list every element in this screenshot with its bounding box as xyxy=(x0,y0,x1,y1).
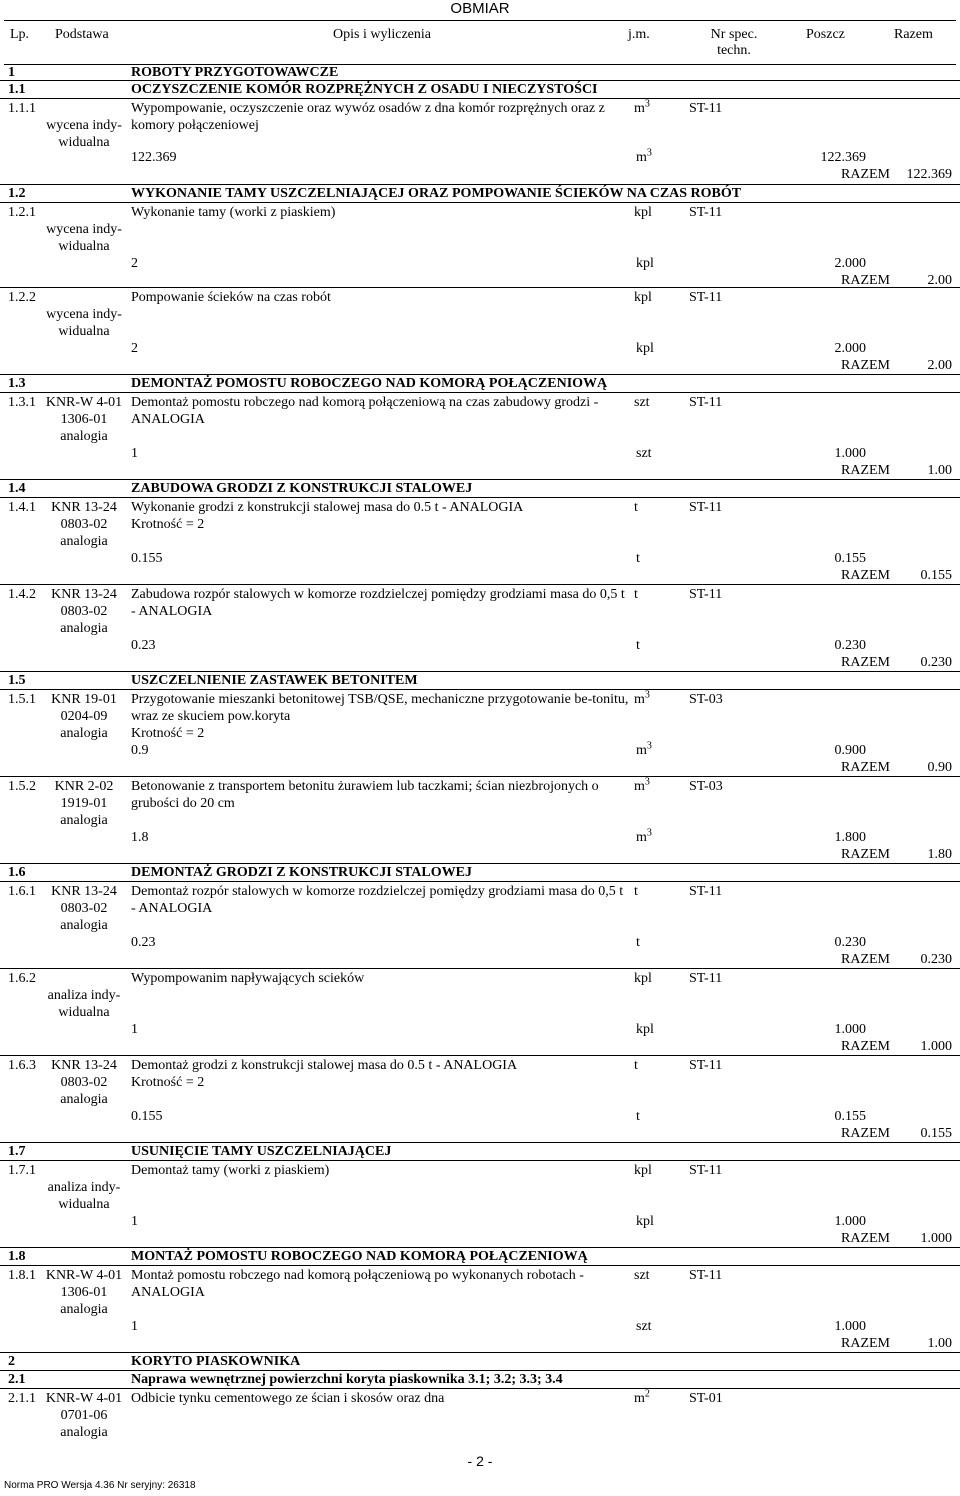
section-lp: 1.1 xyxy=(8,82,26,97)
item-spec: ST-11 xyxy=(689,290,723,305)
item-opis: Przygotowanie mieszanki betonitowej TSB/QSE, mechaniczne przygotowanie be-tonitu, wraz ze skuciem pow.koryta xyxy=(131,692,629,724)
item-qty-total: 2.000 xyxy=(834,256,866,271)
table-header xyxy=(4,20,956,65)
section-title: ZABUDOWA GRODZI Z KONSTRUKCJI STALOWEJ xyxy=(131,481,473,496)
header-nr-spec xyxy=(694,27,774,59)
item-lp: 1.5.1 xyxy=(8,692,36,707)
item-spec: ST-11 xyxy=(689,1268,723,1283)
unit: m xyxy=(634,779,645,794)
header-lp: Lp. xyxy=(10,27,30,42)
item-razem-label: RAZEM xyxy=(841,167,890,182)
item-podstawa: KNR 13-24 0803-02 analogia xyxy=(51,587,117,636)
item-spec: ST-11 xyxy=(689,1058,723,1073)
section-lp: 1.6 xyxy=(8,865,26,880)
section-row xyxy=(0,375,960,393)
item-qty-expr: 1 xyxy=(131,1214,138,1229)
section-title: DEMONTAŻ POMOSTU ROBOCZEGO NAD KOMORĄ POŁĄCZENIOWĄ xyxy=(131,376,608,391)
item-qty-expr: 2 xyxy=(131,341,138,356)
item-spec: ST-11 xyxy=(689,587,723,602)
item-lp: 1.6.2 xyxy=(8,971,36,986)
item-row xyxy=(0,882,960,969)
item-qty-total: 0.230 xyxy=(834,935,866,950)
item-razem-label: RAZEM xyxy=(841,760,890,775)
item-lp: 1.7.1 xyxy=(8,1163,36,1178)
section-title: OCZYSZCZENIE KOMÓR ROZPRĘŻNYCH Z OSADU I NIECZYSTOŚCI xyxy=(131,82,598,97)
item-opis: Odbicie tynku cementowego ze ścian i skosów oraz dna xyxy=(131,1391,445,1406)
item-opis-multiplier: Krotność = 2 xyxy=(131,517,205,532)
item-jm: t xyxy=(634,884,638,899)
item-qty-unit: kpl xyxy=(636,1022,654,1037)
section-lp: 2.1 xyxy=(8,1372,26,1387)
item-qty-total: 0.155 xyxy=(834,551,866,566)
item-razem-label: RAZEM xyxy=(841,847,890,862)
item-jm: szt xyxy=(634,1268,650,1283)
item-qty-total: 1.000 xyxy=(834,446,866,461)
item-podstawa: KNR-W 4-01 1306-01 analogia xyxy=(45,395,123,444)
unit: m xyxy=(634,692,645,707)
section-row xyxy=(0,672,960,690)
item-opis: Zabudowa rozpór stalowych w komorze rozdzielczej pomiędzy grodziami masa do 0,5 t - ANALOGIA xyxy=(131,587,625,619)
item-razem-value: 0.155 xyxy=(920,1126,952,1141)
item-lp: 2.1.1 xyxy=(8,1391,36,1406)
header-nr-spec-line2: techn. xyxy=(717,43,751,58)
item-jm xyxy=(634,778,650,795)
item-opis: Betonowanie z transportem betonitu żurawiem lub taczkami; ścian niezbrojonych o grubości do 20 cm xyxy=(131,779,599,811)
item-jm xyxy=(634,1390,650,1407)
item-razem-label: RAZEM xyxy=(841,273,890,288)
item-qty-unit: szt xyxy=(636,446,652,461)
page-number: - 2 - xyxy=(467,1453,493,1469)
item-podstawa: analiza indy-widualna xyxy=(47,988,121,1020)
item-qty-unit xyxy=(636,149,652,166)
item-qty-unit xyxy=(636,829,652,846)
item-qty-expr: 1 xyxy=(131,1319,138,1334)
section-lp: 1.8 xyxy=(8,1249,26,1264)
item-opis: Wypompowanim napływających scieków xyxy=(131,971,365,986)
item-podstawa: wycena indy-widualna xyxy=(46,307,122,339)
section-row xyxy=(0,1143,960,1161)
item-qty-unit: t xyxy=(636,551,640,566)
section-lp: 1.5 xyxy=(8,673,26,688)
item-razem-value: 1.000 xyxy=(920,1039,952,1054)
item-lp: 1.1.1 xyxy=(8,101,36,116)
item-opis-multiplier: Krotność = 2 xyxy=(131,726,205,741)
section-row xyxy=(0,864,960,882)
item-razem-label: RAZEM xyxy=(841,568,890,583)
item-jm: kpl xyxy=(634,290,652,305)
item-razem-value: 1.00 xyxy=(927,463,952,478)
item-jm: kpl xyxy=(634,205,652,220)
item-opis: Demontaż grodzi z konstrukcji stalowej masa do 0.5 t - ANALOGIA xyxy=(131,1058,518,1073)
item-row xyxy=(0,1389,960,1445)
section-lp: 1.3 xyxy=(8,376,26,391)
item-qty-unit: t xyxy=(636,1109,640,1124)
item-spec: ST-11 xyxy=(689,205,723,220)
section-row xyxy=(0,185,960,203)
item-podstawa: KNR 19-01 0204-09 analogia xyxy=(51,692,117,741)
item-qty-total: 1.800 xyxy=(834,830,866,845)
item-qty-expr: 1 xyxy=(131,1022,138,1037)
unit: m xyxy=(636,830,647,845)
item-opis: Wykonanie tamy (worki z piaskiem) xyxy=(131,205,336,220)
item-podstawa: KNR-W 4-01 0701-06 analogia xyxy=(45,1391,123,1440)
item-lp: 1.2.2 xyxy=(8,290,36,305)
item-row xyxy=(0,203,960,288)
item-podstawa: wycena indy-widualna xyxy=(46,118,122,150)
item-spec: ST-11 xyxy=(689,971,723,986)
item-podstawa: KNR 13-24 0803-02 analogia xyxy=(51,884,117,933)
unit-exponent: 3 xyxy=(644,689,650,701)
item-qty-total: 0.155 xyxy=(834,1109,866,1124)
item-spec: ST-11 xyxy=(689,101,723,116)
item-qty-expr: 122.369 xyxy=(131,150,177,165)
item-row xyxy=(0,585,960,672)
item-row xyxy=(0,288,960,375)
header-nr-spec-line1: Nr spec. xyxy=(710,27,758,42)
item-razem-label: RAZEM xyxy=(841,655,890,670)
section-title: USUNIĘCIE TAMY USZCZELNIAJĄCEJ xyxy=(131,1144,392,1159)
unit-exponent: 3 xyxy=(646,147,652,159)
item-razem-value: 0.230 xyxy=(920,952,952,967)
item-qty-unit: kpl xyxy=(636,1214,654,1229)
section-lp: 1.7 xyxy=(8,1144,26,1159)
item-razem-label: RAZEM xyxy=(841,1039,890,1054)
item-opis: Wypompowanie, oczyszczenie oraz wywóz osadów z dna komór rozprężnych oraz z komory połączeniowej xyxy=(131,101,605,133)
item-razem-value: 122.369 xyxy=(906,167,952,182)
item-podstawa: KNR 2-02 1919-01 analogia xyxy=(54,779,114,828)
unit-exponent: 3 xyxy=(646,740,652,752)
item-lp: 1.3.1 xyxy=(8,395,36,410)
item-lp: 1.4.1 xyxy=(8,500,36,515)
item-qty-total: 122.369 xyxy=(820,150,866,165)
unit-exponent: 3 xyxy=(644,98,650,110)
item-razem-label: RAZEM xyxy=(841,1336,890,1351)
item-qty-expr: 0.155 xyxy=(131,1109,163,1124)
item-row xyxy=(0,99,960,185)
unit-exponent: 2 xyxy=(644,1388,650,1400)
page-title: OBMIAR xyxy=(450,0,510,17)
item-jm: kpl xyxy=(634,971,652,986)
item-jm: szt xyxy=(634,395,650,410)
header-podstawa: Podstawa xyxy=(55,27,109,42)
item-razem-label: RAZEM xyxy=(841,358,890,373)
item-opis: Demontaż pomostu robczego nad komorą połączeniową na czas zabudowy grodzi - ANALOGIA xyxy=(131,395,599,427)
item-spec: ST-01 xyxy=(689,1391,723,1406)
item-podstawa: wycena indy-widualna xyxy=(46,222,122,254)
item-qty-unit xyxy=(636,742,652,759)
item-spec: ST-11 xyxy=(689,1163,723,1178)
section-lp: 1 xyxy=(8,65,15,80)
header-razem: Razem xyxy=(894,27,933,42)
section-lp: 2 xyxy=(8,1354,15,1369)
item-qty-unit: kpl xyxy=(636,256,654,271)
section-title: KORYTO PIASKOWNIKA xyxy=(131,1354,301,1369)
section-title: ROBOTY PRZYGOTOWAWCZE xyxy=(131,65,339,80)
software-version: Norma PRO Wersja 4.36 Nr seryjny: 26318 xyxy=(4,1480,196,1491)
item-qty-total: 1.000 xyxy=(834,1022,866,1037)
item-qty-total: 1.000 xyxy=(834,1319,866,1334)
item-lp: 1.6.1 xyxy=(8,884,36,899)
item-lp: 1.8.1 xyxy=(8,1268,36,1283)
item-jm: kpl xyxy=(634,1163,652,1178)
item-lp: 1.6.3 xyxy=(8,1058,36,1073)
item-opis: Pompowanie ścieków na czas robót xyxy=(131,290,331,305)
item-jm: t xyxy=(634,500,638,515)
unit-exponent: 3 xyxy=(644,776,650,788)
item-row xyxy=(0,777,960,864)
item-razem-value: 1.80 xyxy=(927,847,952,862)
item-row xyxy=(0,1056,960,1143)
item-spec: ST-03 xyxy=(689,779,723,794)
item-qty-total: 0.900 xyxy=(834,743,866,758)
item-razem-value: 1.000 xyxy=(920,1231,952,1246)
item-opis: Wykonanie grodzi z konstrukcji stalowej masa do 0.5 t - ANALOGIA xyxy=(131,500,524,515)
header-opis: Opis i wyliczenia xyxy=(333,27,431,42)
item-razem-value: 0.90 xyxy=(927,760,952,775)
item-razem-label: RAZEM xyxy=(841,1231,890,1246)
item-row xyxy=(0,1266,960,1353)
item-razem-label: RAZEM xyxy=(841,1126,890,1141)
item-razem-value: 0.230 xyxy=(920,655,952,670)
item-opis: Demontaż tamy (worki z piaskiem) xyxy=(131,1163,330,1178)
item-razem-label: RAZEM xyxy=(841,952,890,967)
item-podstawa: analiza indy-widualna xyxy=(47,1180,121,1212)
item-jm xyxy=(634,100,650,117)
item-qty-unit: t xyxy=(636,935,640,950)
item-row xyxy=(0,393,960,480)
item-opis: Demontaż rozpór stalowych w komorze rozdzielczej pomiędzy grodziami masa do 0,5 t - ANALOGIA xyxy=(131,884,624,916)
item-spec: ST-11 xyxy=(689,500,723,515)
section-lp: 1.2 xyxy=(8,186,26,201)
unit: m xyxy=(634,1391,645,1406)
unit: m xyxy=(636,150,647,165)
item-lp: 1.5.2 xyxy=(8,779,36,794)
section-row xyxy=(0,1248,960,1266)
section-title: DEMONTAŻ GRODZI Z KONSTRUKCJI STALOWEJ xyxy=(131,865,472,880)
item-qty-expr: 0.23 xyxy=(131,935,156,950)
section-lp: 1.4 xyxy=(8,481,26,496)
item-podstawa: KNR-W 4-01 1306-01 analogia xyxy=(45,1268,123,1317)
section-title: Naprawa wewnętrznej powierzchni koryta piaskownika 3.1; 3.2; 3.3; 3.4 xyxy=(131,1372,563,1387)
unit-exponent: 3 xyxy=(646,827,652,839)
section-row xyxy=(0,480,960,498)
item-qty-expr: 0.23 xyxy=(131,638,156,653)
item-opis-multiplier: Krotność = 2 xyxy=(131,1075,205,1090)
item-jm xyxy=(634,691,650,708)
unit: m xyxy=(636,743,647,758)
header-jm: j.m. xyxy=(628,27,650,42)
section-row xyxy=(0,64,960,81)
section-title: WYKONANIE TAMY USZCZELNIAJĄCEJ ORAZ POMPOWANIE ŚCIEKÓW NA CZAS ROBÓT xyxy=(131,186,742,201)
item-qty-unit: szt xyxy=(636,1319,652,1334)
item-qty-expr: 0.155 xyxy=(131,551,163,566)
section-row xyxy=(0,1371,960,1389)
item-podstawa: KNR 13-24 0803-02 analogia xyxy=(51,500,117,549)
item-razem-value: 2.00 xyxy=(927,358,952,373)
section-title: MONTAŻ POMOSTU ROBOCZEGO NAD KOMORĄ POŁĄCZENIOWĄ xyxy=(131,1249,588,1264)
item-qty-expr: 2 xyxy=(131,256,138,271)
item-row xyxy=(0,1161,960,1248)
item-row xyxy=(0,969,960,1056)
item-lp: 1.2.1 xyxy=(8,205,36,220)
item-spec: ST-11 xyxy=(689,395,723,410)
unit: m xyxy=(634,101,645,116)
item-razem-label: RAZEM xyxy=(841,463,890,478)
table-body xyxy=(0,64,960,1445)
item-row xyxy=(0,690,960,777)
section-row xyxy=(0,1353,960,1371)
item-jm: t xyxy=(634,587,638,602)
section-title: USZCZELNIENIE ZASTAWEK BETONITEM xyxy=(131,673,418,688)
item-qty-total: 1.000 xyxy=(834,1214,866,1229)
section-row xyxy=(0,81,960,99)
item-spec: ST-03 xyxy=(689,692,723,707)
item-razem-value: 0.155 xyxy=(920,568,952,583)
item-podstawa: KNR 13-24 0803-02 analogia xyxy=(51,1058,117,1107)
item-opis: Montaż pomostu robczego nad komorą połączeniową po wykonanych robotach - ANALOGIA xyxy=(131,1268,584,1300)
header-poszcz: Poszcz xyxy=(806,27,845,42)
item-spec: ST-11 xyxy=(689,884,723,899)
item-qty-expr: 0.9 xyxy=(131,743,149,758)
item-razem-value: 2.00 xyxy=(927,273,952,288)
item-qty-unit: t xyxy=(636,638,640,653)
item-qty-expr: 1 xyxy=(131,446,138,461)
item-qty-total: 0.230 xyxy=(834,638,866,653)
item-qty-expr: 1.8 xyxy=(131,830,149,845)
item-qty-total: 2.000 xyxy=(834,341,866,356)
item-lp: 1.4.2 xyxy=(8,587,36,602)
item-row xyxy=(0,498,960,585)
item-qty-unit: kpl xyxy=(636,341,654,356)
item-jm: t xyxy=(634,1058,638,1073)
item-razem-value: 1.00 xyxy=(927,1336,952,1351)
